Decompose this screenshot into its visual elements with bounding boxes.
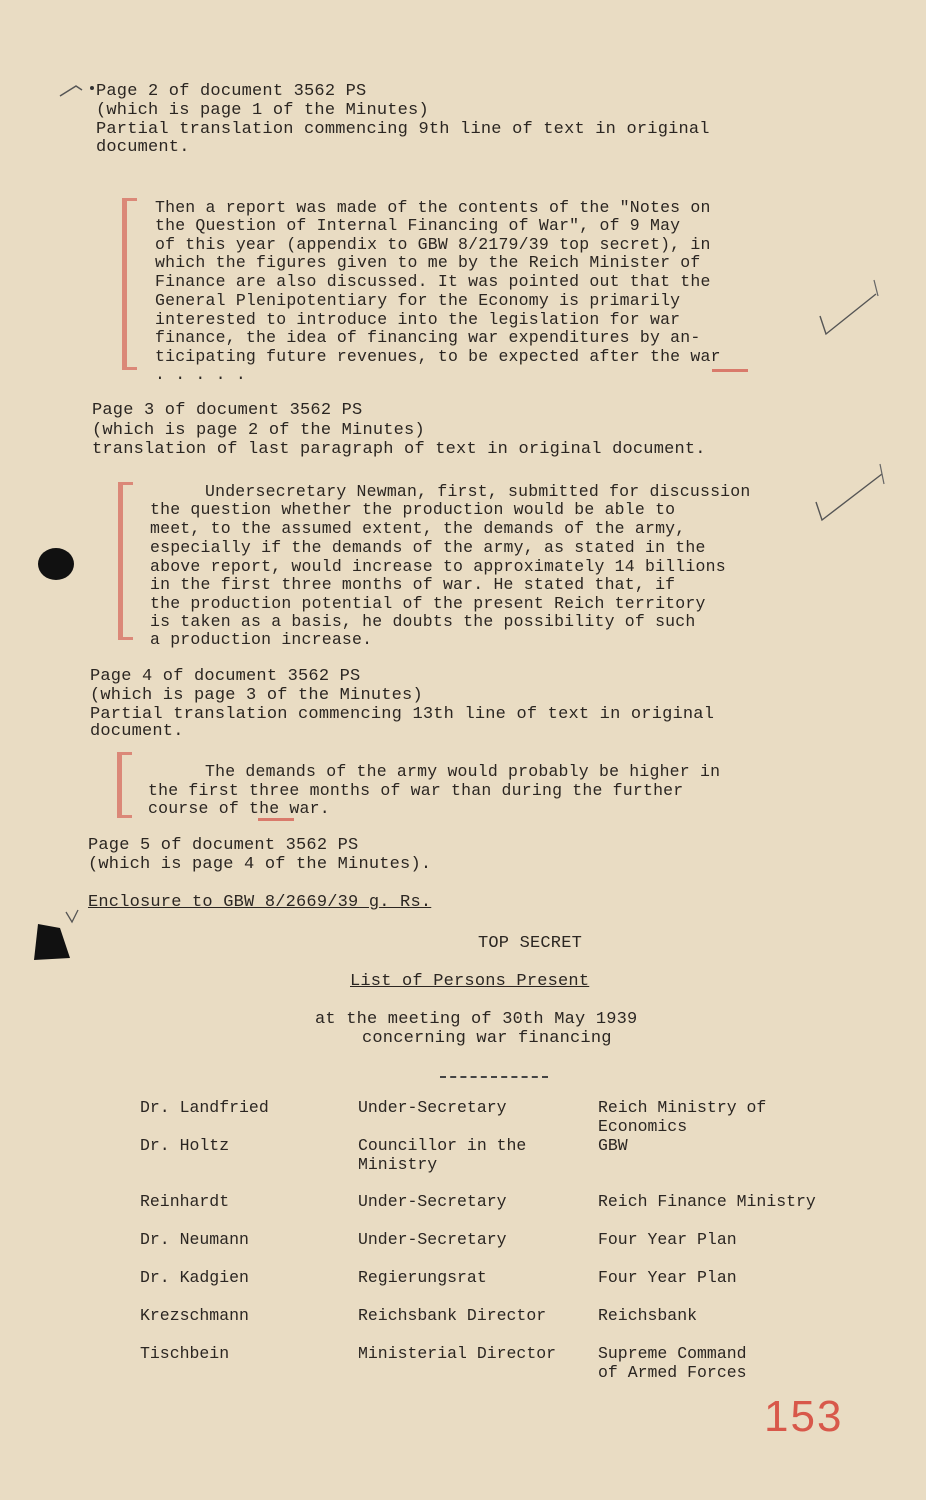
person-name	[140, 1344, 358, 1382]
header-line: (which is page 4 of the Minutes).	[88, 855, 432, 874]
person-title-line: Under-Secretary	[358, 1192, 507, 1211]
person-org-line: GBW	[598, 1136, 628, 1155]
person-title-line: Ministerial Director	[358, 1344, 557, 1363]
person-org	[598, 1192, 868, 1230]
header-line: Page 5 of document 3562 PS	[88, 836, 359, 855]
person-title-line: Under-Secretary	[358, 1098, 507, 1117]
person-title	[358, 1192, 598, 1230]
person-title-line: Councillor in the	[358, 1136, 527, 1155]
body-line: is taken as a basis, he doubts the possibility of such	[150, 612, 696, 631]
body-line: the production potential of the present Reich territory	[150, 594, 706, 613]
body-line: especially if the demands of the army, as stated in the	[150, 538, 706, 557]
header-line: Page 2 of document 3562 PS	[96, 82, 367, 101]
body-line: the first three months of war than during the further	[148, 781, 684, 800]
person-title	[358, 1306, 598, 1344]
pencil-mark-icon	[58, 80, 98, 100]
body-line: in the first three months of war. He stated that, if	[150, 575, 676, 594]
person-row	[140, 1136, 868, 1192]
person-name	[140, 1136, 358, 1192]
checkmark-icon	[816, 276, 886, 346]
body-line: a production increase.	[150, 630, 373, 649]
person-org	[598, 1230, 868, 1268]
person-org	[598, 1136, 868, 1192]
person-org-line: Reich Finance Ministry	[598, 1192, 816, 1211]
person-row	[140, 1306, 868, 1344]
header-line: Page 3 of document 3562 PS	[92, 401, 363, 420]
person-title	[358, 1344, 598, 1382]
person-title	[358, 1098, 598, 1136]
person-title-line: Ministry	[358, 1155, 438, 1174]
red-pencil-bracket	[118, 482, 133, 640]
body-line: ticipating future revenues, to be expected after the war	[155, 347, 721, 366]
person-name-line: Reinhardt	[140, 1192, 230, 1211]
body-line: above report, would increase to approximately 14 billions	[150, 557, 726, 576]
person-name-line: Dr. Landfried	[140, 1098, 269, 1117]
person-title-line: Reichsbank Director	[358, 1306, 547, 1325]
body-line: the Question of Internal Financing of War", of 9 May	[155, 216, 681, 235]
body-line: the question whether the production would be able to	[150, 500, 676, 519]
person-title	[358, 1136, 598, 1192]
person-org	[598, 1098, 868, 1136]
person-title	[358, 1268, 598, 1306]
meeting-line: concerning war financing	[362, 1029, 612, 1048]
person-name	[140, 1268, 358, 1306]
body-line: course of the war.	[148, 799, 330, 818]
person-name-line: Dr. Kadgien	[140, 1268, 249, 1287]
body-line: The demands of the army would probably be higher in	[205, 762, 721, 781]
red-underline-mark	[258, 818, 294, 821]
person-row	[140, 1098, 868, 1136]
separator-dashes	[440, 1076, 548, 1078]
person-title	[358, 1230, 598, 1268]
body-line: General Plenipotentiary for the Economy is primarily	[155, 291, 681, 310]
person-title-line: Regierungsrat	[358, 1268, 487, 1287]
person-org-line: Reich Ministry of	[598, 1098, 767, 1117]
page-number: 153	[764, 1392, 844, 1441]
body-line: meet, to the assumed extent, the demands of the army,	[150, 519, 686, 538]
person-name-line: Tischbein	[140, 1344, 230, 1363]
header-line: (which is page 1 of the Minutes)	[96, 101, 429, 120]
person-org-line: Supreme Command	[598, 1344, 747, 1363]
person-name-line: Dr. Neumann	[140, 1230, 249, 1249]
meeting-line: at the meeting of 30th May 1939	[315, 1010, 638, 1029]
header-line: Page 4 of document 3562 PS	[90, 667, 361, 686]
header-line: document.	[90, 722, 184, 741]
persons-table	[140, 1098, 868, 1382]
person-name-line: Dr. Holtz	[140, 1136, 230, 1155]
body-line: Finance are also discussed. It was pointed out that the	[155, 272, 711, 291]
body-line: finance, the idea of financing war expenditures by an-	[155, 328, 701, 347]
person-row	[140, 1268, 868, 1306]
header-line: translation of last paragraph of text in original document.	[92, 440, 706, 459]
body-line: interested to introduce into the legislation for war	[155, 310, 681, 329]
person-org	[598, 1268, 868, 1306]
body-line: Then a report was made of the contents of the "Notes on	[155, 198, 711, 217]
person-org-line: Reichsbank	[598, 1306, 698, 1325]
punch-hole	[38, 548, 74, 580]
person-name	[140, 1098, 358, 1136]
classification-label: TOP SECRET	[478, 934, 583, 953]
pencil-mark-icon	[62, 906, 82, 930]
person-org-line: Four Year Plan	[598, 1268, 737, 1287]
person-name	[140, 1230, 358, 1268]
red-pencil-bracket	[117, 752, 132, 818]
person-row	[140, 1344, 868, 1382]
header-line: Partial translation commencing 13th line of text in original	[90, 705, 715, 724]
header-line: Partial translation commencing 9th line of text in original	[96, 120, 710, 139]
person-name-line: Krezschmann	[140, 1306, 249, 1325]
red-underline-mark	[712, 369, 748, 372]
body-line: of this year (appendix to GBW 8/2179/39 top secret), in	[155, 235, 711, 254]
enclosure-reference: Enclosure to GBW 8/2669/39 g. Rs.	[88, 893, 432, 912]
person-org-line: of Armed Forces	[598, 1363, 747, 1382]
person-row	[140, 1192, 868, 1230]
person-org	[598, 1344, 868, 1382]
header-line: (which is page 2 of the Minutes)	[92, 421, 425, 440]
person-name	[140, 1306, 358, 1344]
body-line: which the figures given to me by the Reich Minister of	[155, 253, 701, 272]
body-line: Undersecretary Newman, first, submitted for discussion	[205, 482, 751, 501]
list-title: List of Persons Present	[350, 972, 590, 991]
header-line: document.	[96, 138, 190, 157]
person-row	[140, 1230, 868, 1268]
red-pencil-bracket	[122, 198, 137, 370]
person-name	[140, 1192, 358, 1230]
checkmark-icon	[812, 462, 892, 542]
header-line: (which is page 3 of the Minutes)	[90, 686, 423, 705]
person-org-line: Economics	[598, 1117, 688, 1136]
body-line: . . . . .	[155, 365, 246, 384]
person-org-line: Four Year Plan	[598, 1230, 737, 1249]
person-org	[598, 1306, 868, 1344]
person-title-line: Under-Secretary	[358, 1230, 507, 1249]
